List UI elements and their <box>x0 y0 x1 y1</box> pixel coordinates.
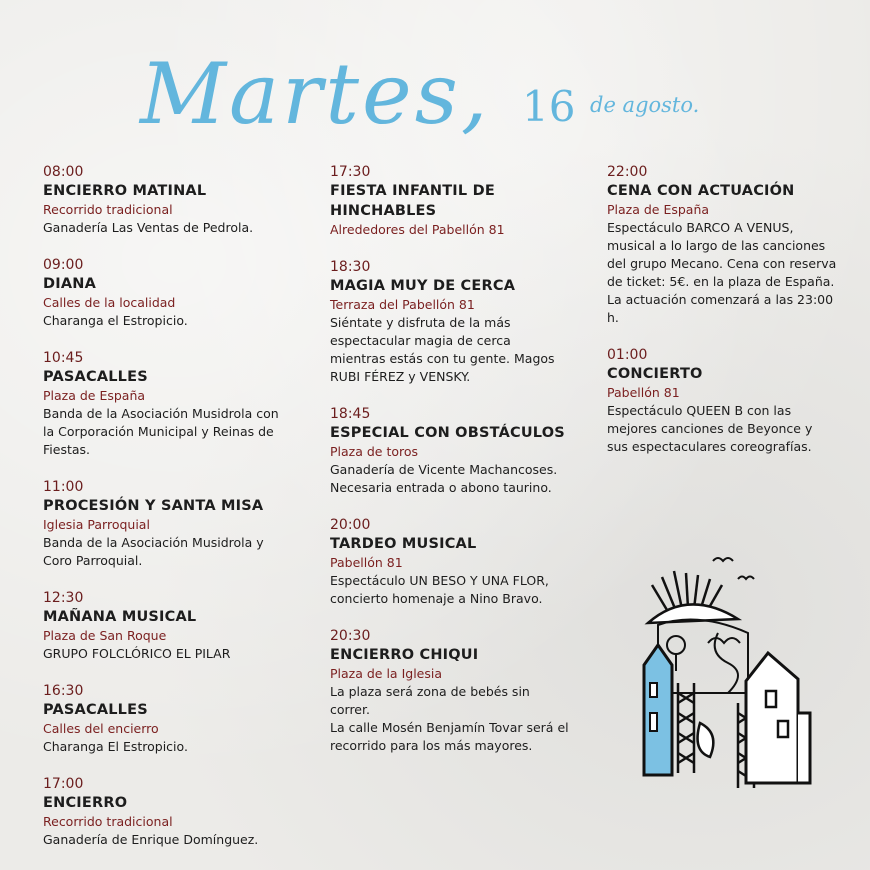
event-desc: Charanga El Estropicio. <box>43 739 188 754</box>
event-place: Alrededores del Pabellón 81 <box>330 222 505 237</box>
schedule-event <box>330 627 570 755</box>
schedule-event <box>43 682 288 756</box>
event-title: CONCIERTO <box>607 366 703 382</box>
event-time: 22:00 <box>607 164 648 180</box>
event-time: 17:30 <box>330 164 371 180</box>
event-place: Pabellón 81 <box>330 555 403 570</box>
tree-icon <box>667 636 685 654</box>
bird-icon <box>713 558 733 561</box>
event-title: ENCIERRO MATINAL <box>43 183 207 199</box>
schedule-event <box>330 516 570 608</box>
event-time: 11:00 <box>43 479 84 495</box>
moon-icon <box>698 723 714 757</box>
event-place: Plaza de San Roque <box>43 628 167 643</box>
event-title: PROCESIÓN Y SANTA MISA <box>43 498 264 514</box>
schedule-event <box>607 163 837 327</box>
event-title: MAGIA MUY DE CERCA <box>330 278 516 294</box>
event-time: 09:00 <box>43 257 84 273</box>
event-time: 10:45 <box>43 350 84 366</box>
event-place: Iglesia Parroquial <box>43 517 150 532</box>
event-place: Plaza de España <box>607 202 710 217</box>
event-place: Recorrido tradicional <box>43 202 173 217</box>
event-time: 12:30 <box>43 590 84 606</box>
schedule-event <box>43 775 288 849</box>
event-desc: Espectáculo BARCO A VENUS, musical a lo largo de las canciones del grupo Mecano. Cena con reserva de ticket: 5€. en la plaza de España. La actuación comenzará a las 23:00 h. <box>607 220 837 325</box>
event-desc: Espectáculo UN BESO Y UNA FLOR, concierto homenaje a Nino Bravo. <box>330 573 549 606</box>
event-desc: Espectáculo QUEEN B con las mejores canciones de Beyonce y sus espectaculares coreografías. <box>607 403 813 454</box>
event-time: 01:00 <box>607 347 648 363</box>
ladder-icon <box>678 683 754 788</box>
schedule-event <box>43 589 288 663</box>
event-time: 20:00 <box>330 517 371 533</box>
title-weekday: Martes, <box>140 45 491 143</box>
schedule-event <box>43 478 288 570</box>
event-place: Plaza de toros <box>330 444 419 459</box>
schedule-column-1 <box>43 163 288 868</box>
schedule-column-3 <box>607 163 837 475</box>
event-place: Pabellón 81 <box>607 385 680 400</box>
schedule-event <box>43 256 288 330</box>
event-place: Plaza de la Iglesia <box>330 666 442 681</box>
event-title: ENCIERRO <box>43 795 128 811</box>
event-place: Calles de la localidad <box>43 295 176 310</box>
event-title: MAÑANA MUSICAL <box>43 609 197 625</box>
event-place: Plaza de España <box>43 388 146 403</box>
house-blue-icon <box>644 645 672 775</box>
event-desc: Banda de la Asociación Musidrola con la Corporación Municipal y Reinas de Fiestas. <box>43 406 279 457</box>
event-time: 20:30 <box>330 628 371 644</box>
event-desc: Charanga el Estropicio. <box>43 313 188 328</box>
schedule-event <box>330 163 570 239</box>
event-desc: Banda de la Asociación Musidrola y Coro Parroquial. <box>43 535 264 568</box>
event-title: CENA CON ACTUACIÓN <box>607 183 795 199</box>
event-title: ESPECIAL CON OBSTÁCULOS <box>330 425 565 441</box>
event-time: 18:45 <box>330 406 371 422</box>
event-title: PASACALLES <box>43 369 148 385</box>
event-time: 08:00 <box>43 164 84 180</box>
event-desc: GRUPO FOLCLÓRICO EL PILAR <box>43 646 231 661</box>
event-desc: Ganadería Las Ventas de Pedrola. <box>43 220 254 235</box>
schedule-event <box>330 405 570 497</box>
event-desc: La plaza será zona de bebés sin correr. La calle Mosén Benjamín Tovar será el recorrido para los más mayores. <box>330 684 569 753</box>
village-houses-sun-illustration <box>638 553 818 793</box>
event-title: DIANA <box>43 276 97 292</box>
event-title: PASACALLES <box>43 702 148 718</box>
header <box>0 0 870 150</box>
event-desc: Ganadería de Enrique Domínguez. <box>43 832 259 847</box>
event-title: TARDEO MUSICAL <box>330 536 477 552</box>
event-place: Terraza del Pabellón 81 <box>330 297 475 312</box>
event-time: 17:00 <box>43 776 84 792</box>
event-place: Calles del encierro <box>43 721 159 736</box>
event-place: Recorrido tradicional <box>43 814 173 829</box>
schedule-event <box>330 258 570 386</box>
schedule-event <box>43 349 288 459</box>
event-title: ENCIERRO CHIQUI <box>330 647 479 663</box>
event-title: FIESTA INFANTIL DE HINCHABLES <box>330 183 495 219</box>
schedule-event <box>43 163 288 237</box>
event-desc: Ganadería de Vicente Machancoses. Necesaria entrada o abono taurino. <box>330 462 558 495</box>
event-time: 18:30 <box>330 259 371 275</box>
event-desc: Siéntate y disfruta de la más espectacular magia de cerca mientras estás con tu gente. Magos RUBI FÉREZ y VENSKY. <box>330 315 555 384</box>
title-day-number: 16 <box>522 82 576 131</box>
bird-icon <box>738 577 754 580</box>
event-time: 16:30 <box>43 683 84 699</box>
house-white-icon <box>746 653 798 783</box>
schedule-column-2 <box>330 163 570 774</box>
title-month: de agosto. <box>590 93 700 117</box>
schedule-event <box>607 346 837 456</box>
